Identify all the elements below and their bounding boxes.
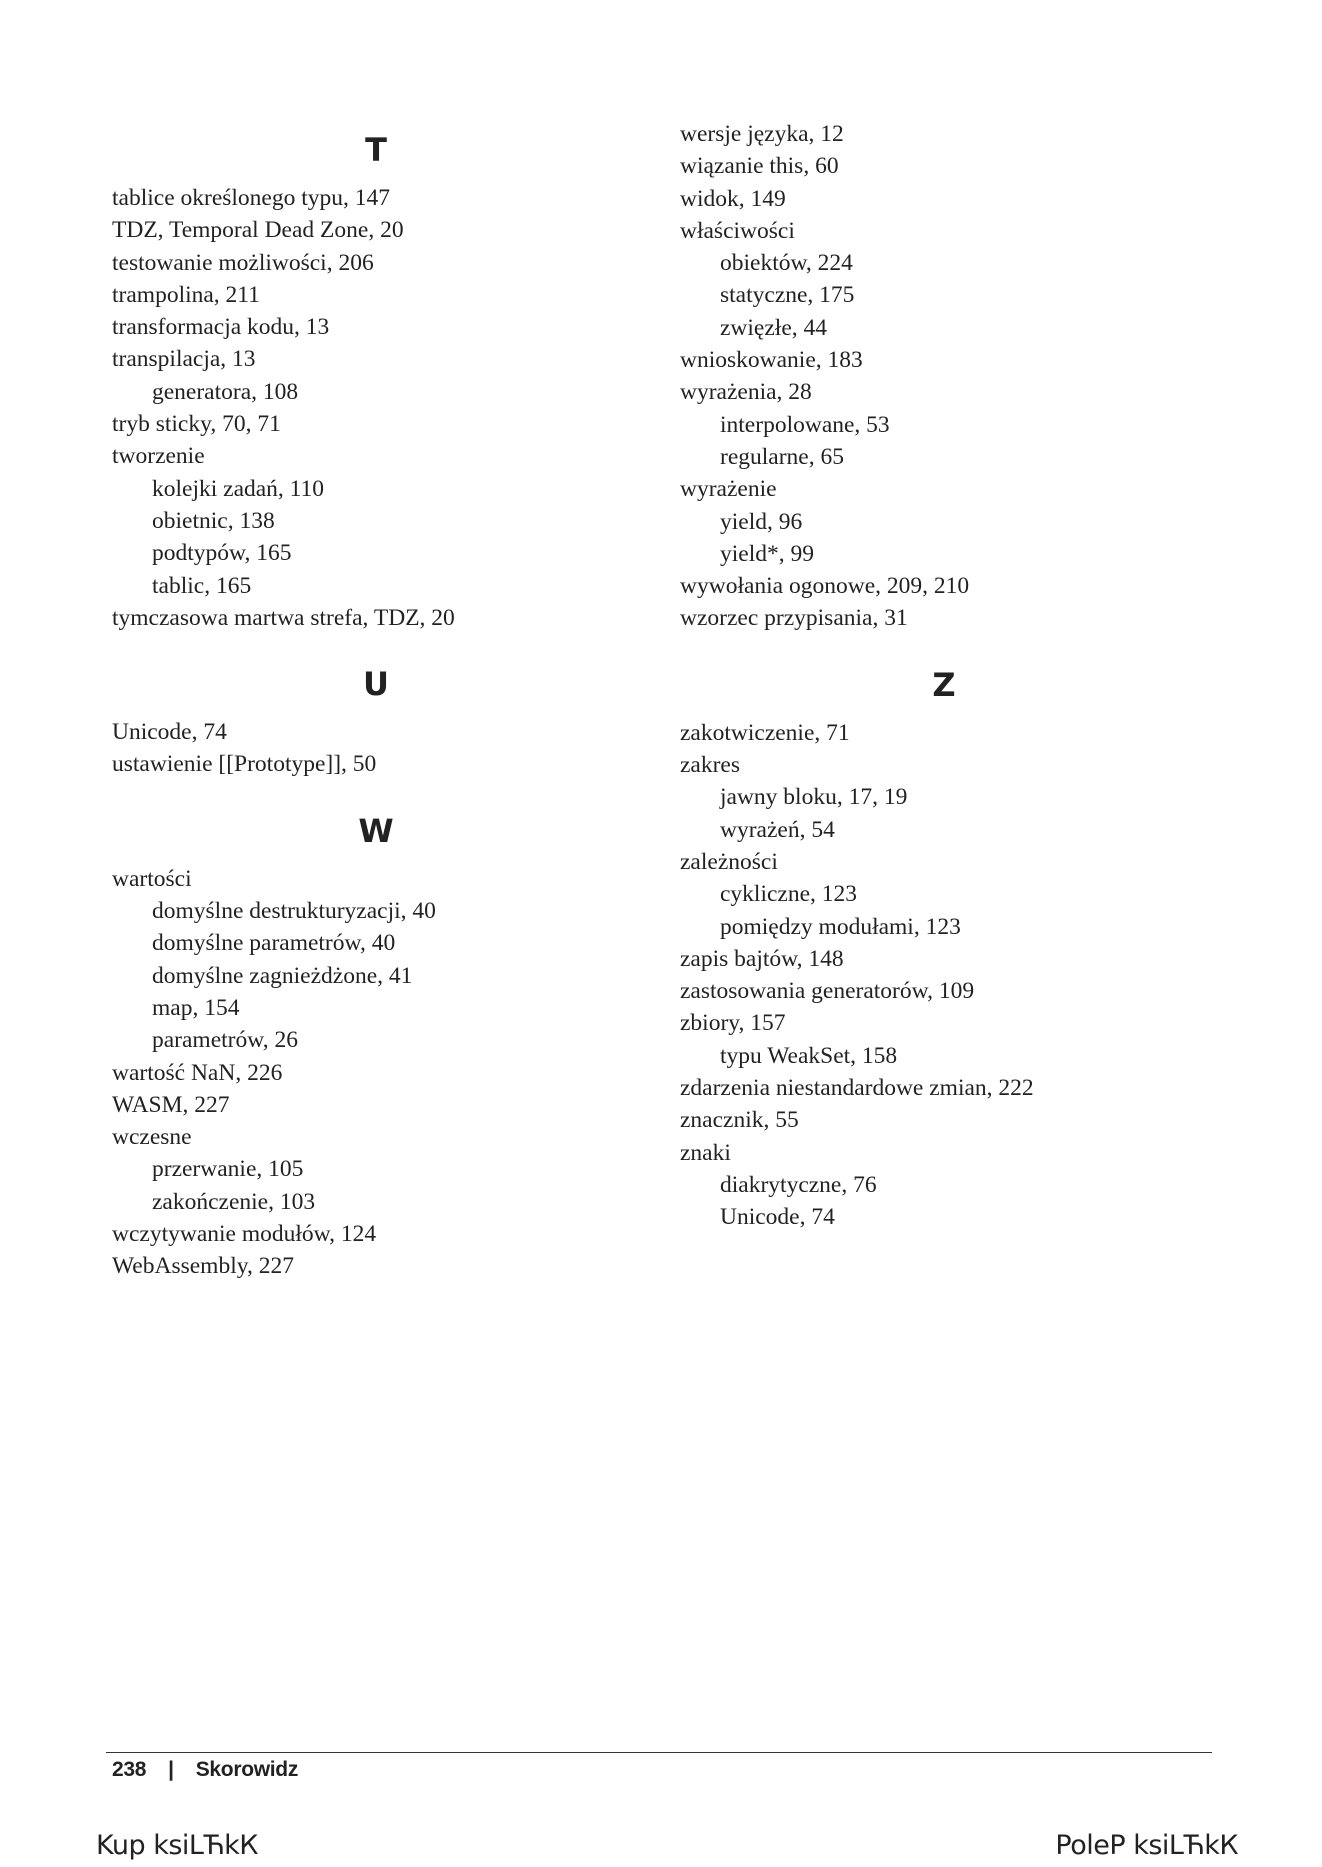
index-subentry: domyślne zagnieżdżone, 41: [152, 962, 413, 989]
index-letter-heading: U: [363, 665, 389, 704]
index-entry: znacznik, 55: [680, 1107, 799, 1134]
index-subentry: kolejki zadań, 110: [152, 475, 325, 502]
index-subentry: regularne, 65: [720, 443, 844, 470]
index-entry: zastosowania generatorów, 109: [680, 978, 975, 1005]
index-entry: WebAssembly, 227: [112, 1253, 294, 1280]
index-entry: tryb sticky, 70, 71: [112, 411, 281, 438]
index-entry: wnioskowanie, 183: [680, 347, 863, 374]
index-entry: wiązanie this, 60: [680, 153, 839, 180]
index-subentry: diakrytyczne, 76: [720, 1171, 877, 1198]
index-entry: zakotwiczenie, 71: [680, 719, 850, 746]
index-subentry: Unicode, 74: [720, 1204, 835, 1231]
index-subentry: wyrażeń, 54: [720, 816, 835, 843]
index-entry: transpilacja, 13: [112, 346, 256, 373]
index-subentry: pomiędzy modułami, 123: [720, 913, 961, 940]
index-subentry: obiektów, 224: [720, 250, 853, 277]
index-entry: zdarzenia niestandardowe zmian, 222: [680, 1075, 1034, 1102]
index-entry: transformacja kodu, 13: [112, 314, 330, 341]
index-entry: zbiory, 157: [680, 1010, 786, 1037]
index-entry: tablice określonego typu, 147: [112, 185, 391, 211]
index-entry: testowanie możliwości, 206: [112, 249, 374, 276]
index-entry: wyrażenie: [680, 476, 777, 503]
index-subentry: cykliczne, 123: [720, 881, 858, 908]
index-column-right: [680, 118, 1200, 1234]
index-entry: wartości: [112, 865, 192, 892]
section-gap: [680, 635, 1200, 653]
index-entry: TDZ, Temporal Dead Zone, 20: [112, 217, 404, 244]
index-column-left: [112, 118, 632, 1283]
page-folio: [112, 1758, 298, 1782]
index-subentry: podtypów, 165: [152, 540, 292, 567]
index-entry: wywołania ogonowe, 209, 210: [680, 573, 970, 600]
index-entry: właściwości: [680, 217, 795, 244]
index-entry: trampolina, 211: [112, 281, 260, 308]
buy-book-link[interactable]: Kup ksiLЋkК: [96, 1830, 258, 1861]
index-entry: wyrażenia, 28: [680, 379, 812, 406]
index-subentry: yield*, 99: [720, 540, 814, 567]
index-letter-heading: T: [365, 131, 387, 169]
index-entry: wartość NaN, 226: [112, 1059, 283, 1086]
index-subentry: obietnic, 138: [152, 507, 275, 534]
index-subentry: zakończenie, 103: [152, 1188, 316, 1215]
index-subentry: parametrów, 26: [152, 1027, 298, 1054]
section-gap: [112, 634, 632, 652]
index-entry: wczesne: [112, 1124, 192, 1151]
index-subentry: typu WeakSet, 158: [720, 1042, 898, 1069]
index-entry: tymczasowa martwa strefa, TDZ, 20: [112, 604, 455, 631]
index-entry: zależności: [680, 848, 778, 875]
index-subentry: statyczne, 175: [720, 282, 855, 309]
index-subentry: tablic, 165: [152, 572, 252, 599]
rate-book-link[interactable]: PoleР ksiLЋkК: [1055, 1830, 1238, 1861]
section-gap: [112, 781, 632, 799]
index-entry: zakres: [680, 752, 741, 779]
index-entry: widok, 149: [680, 185, 786, 212]
index-entry: zapis bajtów, 148: [680, 945, 844, 972]
index-subentry: map, 154: [152, 994, 240, 1021]
index-subentry: yield, 96: [720, 508, 803, 535]
index-subentry: domyślne destrukturyzacji, 40: [152, 898, 436, 925]
folio-separator: |: [168, 1758, 174, 1781]
index-subentry: zwięzłe, 44: [720, 314, 828, 341]
index-entry: wersje języka, 12: [680, 121, 844, 147]
index-entry: WASM, 227: [112, 1091, 230, 1118]
index-entry: ustawienie [[Prototype]], 50: [112, 751, 377, 778]
index-subentry: jawny bloku, 17, 19: [720, 784, 908, 811]
footer-rule: [106, 1752, 1212, 1753]
index-entry: Unicode, 74: [112, 719, 227, 746]
index-entry: tworzenie: [112, 443, 205, 470]
index-subentry: interpolowane, 53: [720, 411, 890, 438]
index-subentry: przerwanie, 105: [152, 1156, 304, 1183]
page-number: 238: [112, 1758, 147, 1781]
index-letter-heading: Z: [932, 665, 956, 704]
index-letter-heading: W: [358, 811, 394, 850]
index-subentry: domyślne parametrów, 40: [152, 930, 396, 957]
section-title: Skorowidz: [195, 1758, 299, 1781]
index-subentry: generatora, 108: [152, 378, 299, 405]
index-entry: wzorzec przypisania, 31: [680, 605, 908, 632]
index-entry: wczytywanie modułów, 124: [112, 1221, 377, 1248]
index-entry: znaki: [680, 1139, 731, 1166]
